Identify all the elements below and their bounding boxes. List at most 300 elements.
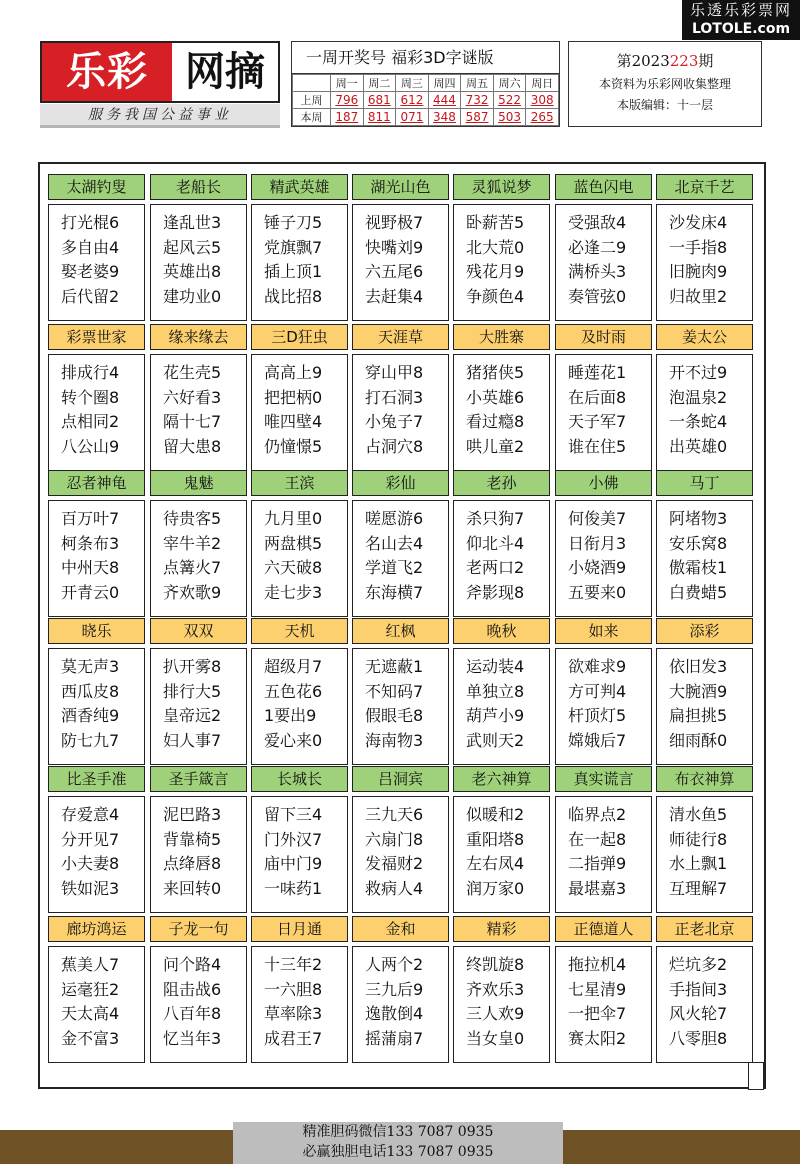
riddle-line: 齐欢乐3 [466, 979, 525, 999]
riddle-line: 隔十七7 [163, 412, 222, 431]
panel-corner-tab [748, 1062, 764, 1090]
riddle-line: 皇帝远2 [163, 706, 222, 725]
riddle-card-body [453, 354, 550, 471]
riddle-line: 必逢二9 [568, 237, 627, 257]
riddle-line: 一味药1 [264, 878, 323, 898]
riddle-line: 防七九7 [61, 730, 120, 750]
riddle-line: 杆顶灯5 [568, 706, 627, 725]
site-watermark [682, 0, 800, 40]
riddle-line: 铁如泥3 [61, 878, 120, 898]
riddle-card [352, 470, 449, 617]
riddle-line: 开不过9 [669, 363, 728, 382]
riddle-line: 猪猪侠5 [466, 363, 525, 382]
riddle-line: 清水鱼5 [669, 805, 728, 824]
riddle-card-body [352, 500, 449, 617]
weekday-header-row [293, 75, 559, 92]
riddle-line: 九月里0 [264, 509, 323, 528]
riddle-line: 问个路4 [163, 955, 222, 974]
riddle-card [48, 766, 145, 913]
riddle-line: 后代留2 [61, 286, 120, 306]
riddle-card [150, 766, 247, 913]
riddle-card [453, 324, 550, 471]
riddle-card-body [656, 946, 753, 1063]
draw-number: 348 [428, 109, 461, 126]
riddle-line: 八零胆8 [669, 1028, 728, 1048]
riddle-line: 何俊美7 [568, 509, 627, 528]
riddle-line: 宰牛羊2 [163, 533, 222, 553]
riddle-card-title: 老孙 [453, 470, 550, 496]
riddle-card [656, 618, 753, 765]
riddle-line: 运动装4 [466, 657, 525, 676]
weekday: 周六 [493, 75, 526, 92]
riddle-line: 日衔月3 [568, 533, 627, 553]
issue-info [568, 41, 762, 127]
riddle-line: 嫦娥后7 [568, 730, 627, 750]
riddle-card-title: 天涯草 [352, 324, 449, 350]
riddle-card-body [555, 500, 652, 617]
riddle-line: 留下三4 [264, 805, 323, 824]
draw-number: 811 [363, 109, 396, 126]
riddle-line: 战比招8 [264, 286, 323, 306]
riddle-card-body [48, 500, 145, 617]
riddle-line: 扁担挑5 [669, 706, 728, 725]
riddle-line: 重阳塔8 [466, 829, 525, 849]
riddle-line: 待贵客5 [163, 509, 222, 528]
riddle-card-title: 老六神算 [453, 766, 550, 792]
riddle-card [251, 766, 348, 913]
riddle-line: 北大荒0 [466, 237, 525, 257]
riddle-card-title: 彩票世家 [48, 324, 145, 350]
issue-editor: 本版编辑：十一层 [616, 98, 713, 112]
riddle-card [555, 470, 652, 617]
row-label: 上周 [293, 92, 331, 109]
riddle-line: 名山去4 [365, 533, 424, 553]
riddle-line: 锤子刀5 [264, 213, 323, 232]
riddle-card-body [251, 946, 348, 1063]
riddle-line: 百万叶7 [61, 509, 120, 528]
riddle-line: 杀只狗7 [466, 509, 525, 528]
riddle-line: 起风云5 [163, 237, 222, 257]
weekly-title: 一周开奖号 福彩3D字谜版 [292, 42, 559, 74]
riddle-card-title: 灵狐说梦 [453, 174, 550, 200]
riddle-line: 小夫妻8 [61, 854, 120, 873]
riddle-line: 风火轮7 [669, 1004, 728, 1023]
riddle-card-title: 缘来缘去 [150, 324, 247, 350]
riddle-line: 大腕酒9 [669, 681, 728, 701]
riddle-card-title: 晚秋 [453, 618, 550, 644]
riddle-card-title: 王滨 [251, 470, 348, 496]
riddle-line: 占洞穴8 [365, 436, 424, 456]
riddle-card [555, 766, 652, 913]
riddle-card-title: 老船长 [150, 174, 247, 200]
draw-number: 071 [396, 109, 429, 126]
riddle-line: 细雨酥0 [669, 730, 728, 750]
riddle-line: 在后面8 [568, 387, 627, 407]
riddle-line: 留大患8 [163, 436, 222, 456]
riddle-line: 妇人事7 [163, 730, 222, 750]
riddle-line: 八百年8 [163, 1004, 222, 1023]
riddle-card [453, 766, 550, 913]
riddle-card-body [352, 796, 449, 913]
riddle-line: 十三年2 [264, 955, 323, 974]
riddle-line: 烂坑多2 [669, 955, 728, 974]
riddle-line: 存爱意4 [61, 805, 120, 824]
riddle-grid [38, 162, 766, 1089]
riddle-line: 来回转0 [163, 878, 222, 898]
riddle-card [352, 766, 449, 913]
riddle-card-body [656, 204, 753, 321]
riddle-line: 点篝火7 [163, 558, 222, 577]
riddle-line: 一把伞7 [568, 1004, 627, 1023]
riddle-line: 六好看3 [163, 387, 222, 407]
riddle-card-title: 马丁 [656, 470, 753, 496]
weekday: 周一 [331, 75, 364, 92]
riddle-line: 小兔子7 [365, 412, 424, 431]
riddle-line: 蕉美人7 [61, 955, 120, 974]
riddle-line: 仰北斗4 [466, 533, 525, 553]
riddle-card-body [48, 796, 145, 913]
riddle-line: 受强敌4 [568, 213, 627, 232]
riddle-line: 嗟愿游6 [365, 509, 424, 528]
riddle-line: 开青云0 [61, 582, 120, 602]
riddle-card-body [352, 648, 449, 765]
riddle-card [555, 174, 652, 321]
riddle-card-body [555, 946, 652, 1063]
draw-number: 444 [428, 92, 461, 109]
riddle-card-title: 鬼魅 [150, 470, 247, 496]
weekday: 周五 [461, 75, 494, 92]
riddle-card [656, 324, 753, 471]
riddle-card [352, 324, 449, 471]
riddle-card-body [555, 796, 652, 913]
riddle-card-title: 日月通 [251, 916, 348, 942]
riddle-card-body [352, 946, 449, 1063]
riddle-line: 插上顶1 [264, 262, 323, 281]
draw-number: 522 [493, 92, 526, 109]
riddle-card-body [352, 204, 449, 321]
riddle-card-title: 布衣神算 [656, 766, 753, 792]
riddle-line: 东海横7 [365, 582, 424, 602]
riddle-line: 草率除3 [264, 1004, 323, 1023]
riddle-line: 逸散倒4 [365, 1004, 424, 1023]
riddle-card [251, 618, 348, 765]
draw-number: 308 [526, 92, 559, 109]
riddle-line: 依旧发3 [669, 657, 728, 676]
riddle-line: 天太高4 [61, 1004, 120, 1023]
riddle-line: 一手指8 [669, 237, 728, 257]
riddle-card [453, 916, 550, 1063]
riddle-line: 多自由4 [61, 237, 120, 257]
riddle-card [352, 174, 449, 321]
riddle-line: 泥巴路3 [163, 805, 222, 824]
riddle-card-body [150, 796, 247, 913]
riddle-card-title: 比圣手准 [48, 766, 145, 792]
riddle-card-title: 三D狂虫 [251, 324, 348, 350]
riddle-line: 仍憧憬5 [264, 436, 323, 456]
riddle-card-body [48, 204, 145, 321]
footer-bar [0, 1124, 800, 1164]
riddle-line: 互理解7 [669, 878, 728, 898]
riddle-line: 在一起8 [568, 829, 627, 849]
riddle-card-title: 及时雨 [555, 324, 652, 350]
riddle-card [251, 916, 348, 1063]
riddle-card-body [48, 946, 145, 1063]
riddle-card [453, 174, 550, 321]
riddle-card-title: 精彩 [453, 916, 550, 942]
riddle-card [251, 174, 348, 321]
riddle-line: 海南物3 [365, 730, 424, 750]
riddle-card-title: 吕洞宾 [352, 766, 449, 792]
riddle-line: 视野极7 [365, 213, 424, 232]
riddle-card-body [656, 648, 753, 765]
weekday: 周二 [363, 75, 396, 92]
riddle-card-title: 北京千艺 [656, 174, 753, 200]
riddle-card [48, 916, 145, 1063]
footer-wechat: 精准胆码微信133 7087 0935 [302, 1124, 494, 1140]
riddle-card-title: 红枫 [352, 618, 449, 644]
draw-number: 681 [363, 92, 396, 109]
riddle-card-title: 姜太公 [656, 324, 753, 350]
riddle-card [352, 916, 449, 1063]
riddle-line: 快嘴刘9 [365, 237, 424, 257]
watermark-cn: 乐透乐彩票网 [689, 1, 792, 19]
riddle-line: 人两个2 [365, 955, 424, 974]
issue-source: 本资料为乐彩网收集整理 [598, 77, 731, 91]
riddle-card-title: 正老北京 [656, 916, 753, 942]
riddle-card-title: 长城长 [251, 766, 348, 792]
riddle-line: 六扇门8 [365, 829, 424, 849]
riddle-line: 旧腕肉9 [669, 262, 728, 281]
riddle-line: 单独立8 [466, 681, 525, 701]
riddle-line: 谁在住5 [568, 436, 627, 456]
riddle-card [656, 174, 753, 321]
riddle-line: 最堪嘉3 [568, 878, 627, 898]
logo-slogan: 服务我国公益事业 [40, 104, 280, 128]
riddle-line: 左右凤4 [466, 854, 525, 873]
riddle-card-title: 双双 [150, 618, 247, 644]
riddle-card-title: 正德道人 [555, 916, 652, 942]
riddle-line: 穿山甲8 [365, 363, 424, 382]
riddle-line: 扒开雾8 [163, 657, 222, 676]
weekday: 周三 [396, 75, 429, 92]
riddle-card [48, 324, 145, 471]
riddle-card-title: 太湖钓叟 [48, 174, 145, 200]
riddle-line: 爱心来0 [264, 730, 323, 750]
weekly-draw-table [291, 41, 560, 127]
riddle-card-body [150, 648, 247, 765]
riddle-line: 三人欢9 [466, 1004, 525, 1023]
draw-number: 796 [331, 92, 364, 109]
watermark-domain: LOTOLE.com [691, 21, 791, 37]
riddle-line: 老两口2 [466, 558, 525, 577]
riddle-line: 小英雄6 [466, 387, 525, 407]
issue-number: 第2023223期 [616, 52, 714, 70]
riddle-line: 无遮蔽1 [365, 657, 424, 676]
weekday: 周四 [428, 75, 461, 92]
riddle-card [150, 618, 247, 765]
riddle-line: 把把柄0 [264, 387, 323, 407]
riddle-line: 唯四壁4 [264, 412, 323, 431]
riddle-line: 打石洞3 [365, 387, 424, 407]
riddle-line: 不知码7 [365, 681, 424, 701]
riddle-line: 奏管弦0 [568, 286, 627, 306]
riddle-line: 点相同2 [61, 412, 120, 431]
riddle-card-title: 子龙一句 [150, 916, 247, 942]
riddle-card-title: 廊坊鸿运 [48, 916, 145, 942]
riddle-card-body [150, 354, 247, 471]
riddle-line: 金不富3 [61, 1028, 120, 1048]
riddle-line: 一六胆8 [264, 979, 323, 999]
riddle-card-body [150, 500, 247, 617]
riddle-card [555, 618, 652, 765]
riddle-line: 学道飞2 [365, 558, 424, 577]
riddle-card-body [251, 204, 348, 321]
riddle-card [656, 916, 753, 1063]
riddle-card-body [150, 204, 247, 321]
logo-black-text: 网摘 [172, 43, 278, 101]
riddle-line: 天子军7 [568, 412, 627, 431]
riddle-line: 满桥头3 [568, 262, 627, 281]
riddle-card-title: 蓝色闪电 [555, 174, 652, 200]
riddle-line: 救病人4 [365, 878, 424, 898]
riddle-line: 党旗飘7 [264, 237, 323, 257]
riddle-card-body [453, 648, 550, 765]
riddle-card-body [453, 500, 550, 617]
riddle-line: 二指弹9 [568, 854, 627, 873]
riddle-line: 傲霜枝1 [669, 558, 728, 577]
riddle-card [352, 618, 449, 765]
draw-number: 587 [461, 109, 494, 126]
row-label: 本周 [293, 109, 331, 126]
riddle-line: 七星清9 [568, 979, 627, 999]
riddle-card [150, 916, 247, 1063]
riddle-card-title: 湖光山色 [352, 174, 449, 200]
riddle-card-title: 真实谎言 [555, 766, 652, 792]
riddle-card-body [48, 354, 145, 471]
riddle-line: 武则天2 [466, 730, 525, 750]
riddle-line: 成君王7 [264, 1028, 323, 1048]
riddle-line: 三九后9 [365, 979, 424, 999]
riddle-card [48, 470, 145, 617]
riddle-line: 六五尾6 [365, 262, 424, 281]
logo-red-text: 乐彩 [42, 43, 172, 101]
draw-number: 612 [396, 92, 429, 109]
riddle-line: 临界点2 [568, 805, 627, 824]
draw-number: 503 [493, 109, 526, 126]
riddle-card-body [251, 500, 348, 617]
riddle-line: 逢乱世3 [163, 213, 222, 232]
riddle-line: 酒香纯9 [61, 706, 120, 725]
riddle-line: 赛太阳2 [568, 1028, 627, 1048]
riddle-line: 五色花6 [264, 681, 323, 701]
riddle-line: 中州天8 [61, 558, 120, 577]
riddle-line: 一条蛇4 [669, 412, 728, 431]
riddle-card-body [656, 796, 753, 913]
riddle-line: 分开见7 [61, 829, 120, 849]
riddle-card-title: 小佛 [555, 470, 652, 496]
riddle-line: 忆当年3 [163, 1028, 222, 1048]
riddle-card-body [150, 946, 247, 1063]
riddle-line: 打光棍6 [61, 213, 120, 232]
riddle-line: 润万家0 [466, 878, 525, 898]
riddle-card [150, 174, 247, 321]
riddle-card-title: 精武英雄 [251, 174, 348, 200]
riddle-card [48, 174, 145, 321]
riddle-card-body [251, 796, 348, 913]
riddle-card [150, 324, 247, 471]
riddle-card-title: 忍者神龟 [48, 470, 145, 496]
riddle-line: 运毫狂2 [61, 979, 120, 999]
riddle-line: 建功业0 [163, 286, 222, 306]
riddle-card-title: 彩仙 [352, 470, 449, 496]
draw-number: 265 [526, 109, 559, 126]
riddle-line: 葫芦小9 [466, 706, 525, 725]
draw-number: 732 [461, 92, 494, 109]
riddle-card [555, 324, 652, 471]
riddle-line: 当女皇0 [466, 1028, 525, 1048]
riddle-line: 安乐窝8 [669, 533, 728, 553]
riddle-card [48, 618, 145, 765]
riddle-line: 摇蒲扇7 [365, 1028, 424, 1048]
riddle-line: 点绛唇8 [163, 854, 222, 873]
riddle-card-body [656, 354, 753, 471]
riddle-card-title: 圣手箴言 [150, 766, 247, 792]
riddle-card-title: 添彩 [656, 618, 753, 644]
riddle-card-body [656, 500, 753, 617]
riddle-line: 走七步3 [264, 582, 323, 602]
riddle-line: 假眼毛8 [365, 706, 424, 725]
riddle-line: 六天破8 [264, 558, 323, 577]
riddle-line: 花生壳5 [163, 363, 222, 382]
riddle-line: 泡温泉2 [669, 387, 728, 407]
riddle-line: 庙中门9 [264, 854, 323, 873]
riddle-card [453, 470, 550, 617]
riddle-line: 阻击战6 [163, 979, 222, 999]
riddle-card-title: 晓乐 [48, 618, 145, 644]
riddle-card [555, 916, 652, 1063]
riddle-line: 终凯旋8 [466, 955, 525, 974]
riddle-line: 水上飘1 [669, 854, 728, 873]
riddle-line: 英雄出8 [163, 262, 222, 281]
riddle-line: 似暖和2 [466, 805, 525, 824]
riddle-card-title: 如来 [555, 618, 652, 644]
riddle-line: 三九天6 [365, 805, 424, 824]
riddle-line: 去赶集4 [365, 286, 424, 306]
riddle-line: 超级月7 [264, 657, 323, 676]
riddle-line: 争颜色4 [466, 286, 525, 306]
riddle-card [453, 618, 550, 765]
riddle-line: 小娆酒9 [568, 558, 627, 577]
riddle-line: 转个圈8 [61, 387, 120, 407]
riddle-card-title: 金和 [352, 916, 449, 942]
riddle-card [656, 470, 753, 617]
riddle-card-body [251, 354, 348, 471]
riddle-card-body [48, 648, 145, 765]
riddle-line: 白费蜡5 [669, 582, 728, 602]
riddle-line: 发福财2 [365, 854, 424, 873]
riddle-line: 高高上9 [264, 363, 323, 382]
riddle-card-body [555, 648, 652, 765]
riddle-line: 排行大5 [163, 681, 222, 701]
riddle-line: 看过瘾8 [466, 412, 525, 431]
riddle-card-body [251, 648, 348, 765]
riddle-line: 莫无声3 [61, 657, 120, 676]
riddle-line: 手指间3 [669, 979, 728, 999]
riddle-line: 哄儿童2 [466, 436, 525, 456]
riddle-line: 方可判4 [568, 681, 627, 701]
riddle-line: 残花月9 [466, 262, 525, 281]
riddle-line: 门外汉7 [264, 829, 323, 849]
